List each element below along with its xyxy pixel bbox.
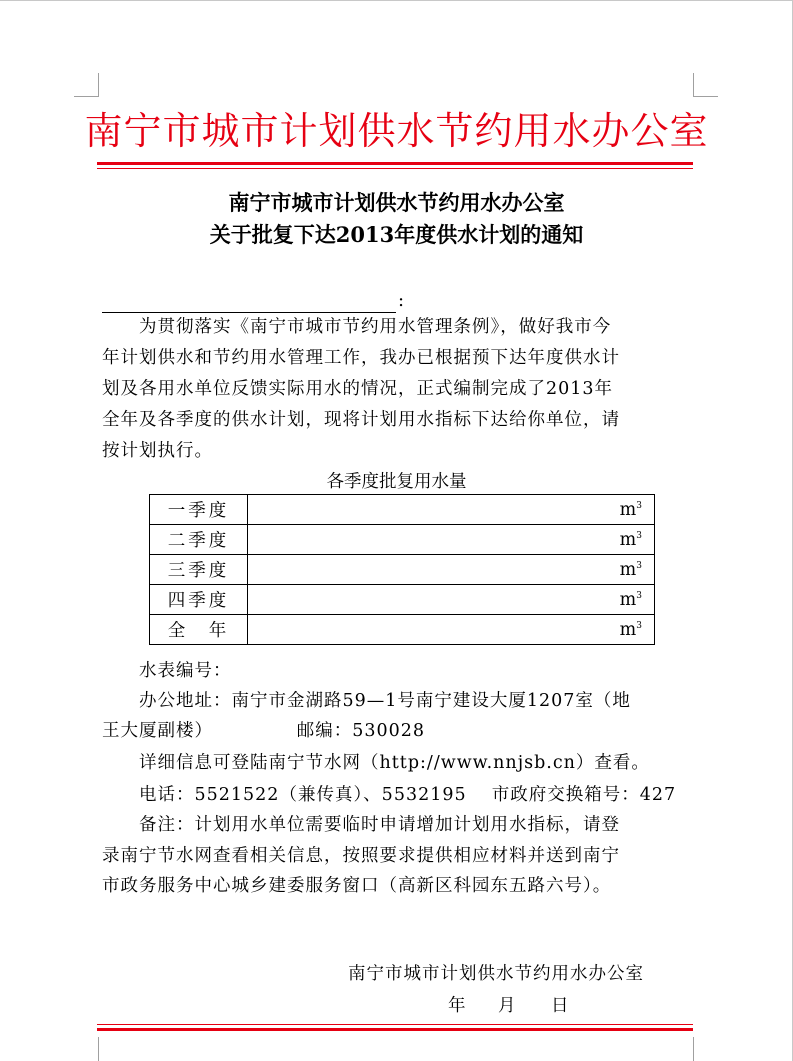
address-line-2: 王大厦副楼） 邮编：530028 [102,721,426,741]
phone-line: 电话：5521522（兼传真）、5532195 市政府交换箱号：427 [102,785,677,805]
footer-rule-thick [97,1028,693,1031]
table-row [150,615,655,645]
unit-sup: 3 [636,530,642,541]
unit: m [619,529,637,550]
row-value [248,585,655,615]
unit-sup: 3 [636,620,642,631]
row-value [248,555,655,585]
table-row [150,495,655,525]
page-border-top [0,0,793,1]
unit: m [619,619,637,640]
row-label: 二季度 [150,525,248,555]
letterhead-rule-thick [97,162,693,165]
doc-title-line2: 关于批复下达2013年度供水计划的通知 [209,222,584,247]
addressee-colon: : [398,290,405,311]
row-value [248,495,655,525]
letterhead-rule-thin [97,168,693,169]
website-line: 详细信息可登陆南宁节水网（http://www.nnjsb.cn）查看。 [102,753,650,773]
crop-mark-top-left-h [74,96,99,97]
table-row [150,525,655,555]
table-caption: 各季度批复用水量 [326,472,467,492]
unit-sup: 3 [636,500,642,511]
unit-sup: 3 [636,560,642,571]
crop-mark-top-right-h [693,96,718,97]
row-label: 全 年 [150,615,248,645]
body-line-1: 为贯彻落实《南宁市城市节约用水管理条例》，做好我市今 [102,317,612,337]
table-row [150,555,655,585]
table-row [150,585,655,615]
unit-sup: 3 [636,590,642,601]
row-label: 四季度 [150,585,248,615]
footer-rule-thin [97,1024,693,1025]
signature-org: 南宁市城市计划供水节约用水办公室 [348,964,644,984]
doc-title-line1: 南宁市城市计划供水节约用水办公室 [228,190,565,215]
crop-mark-top-left-v [98,73,99,97]
row-label: 三季度 [150,555,248,585]
body-line-2: 年计划供水和节约用水管理工作，我办已根据预下达年度供水计 [102,348,620,368]
signature-month: 月 [498,996,516,1016]
crop-mark-bottom-right-v [693,1037,694,1061]
row-value [248,525,655,555]
address-line-1: 办公地址：南宁市金湖路59—1号南宁建设大厦1207室（地 [102,691,631,711]
unit: m [619,589,637,610]
unit: m [619,499,637,520]
crop-mark-bottom-left-v [98,1037,99,1061]
crop-mark-top-right-v [693,73,694,97]
note-line-2: 录南宁节水网查看相关信息，按照要求提供相应材料并送到南宁 [102,846,620,866]
unit: m [619,559,637,580]
body-line-5: 按计划执行。 [102,441,213,461]
letterhead-title: 南宁市城市计划供水节约用水办公室 [84,109,709,153]
addressee [102,290,405,314]
body-line-3: 划及各用水单位反馈实际用水的情况，正式编制完成了2013年 [102,379,614,399]
signature-day: 日 [551,996,569,1016]
note-line-3: 市政务服务中心城乡建委服务窗口（高新区科园东五路六号）。 [102,876,612,896]
body-line-4: 全年及各季度的供水计划，现将计划用水指标下达给你单位，请 [102,410,620,430]
meter-number: 水表编号： [102,661,232,681]
row-value [248,615,655,645]
row-label: 一季度 [150,495,248,525]
signature-year: 年 [448,996,466,1016]
note-line-1: 备注：计划用水单位需要临时申请增加计划用水指标，请登 [102,815,620,835]
quarterly-water-table [149,494,655,645]
